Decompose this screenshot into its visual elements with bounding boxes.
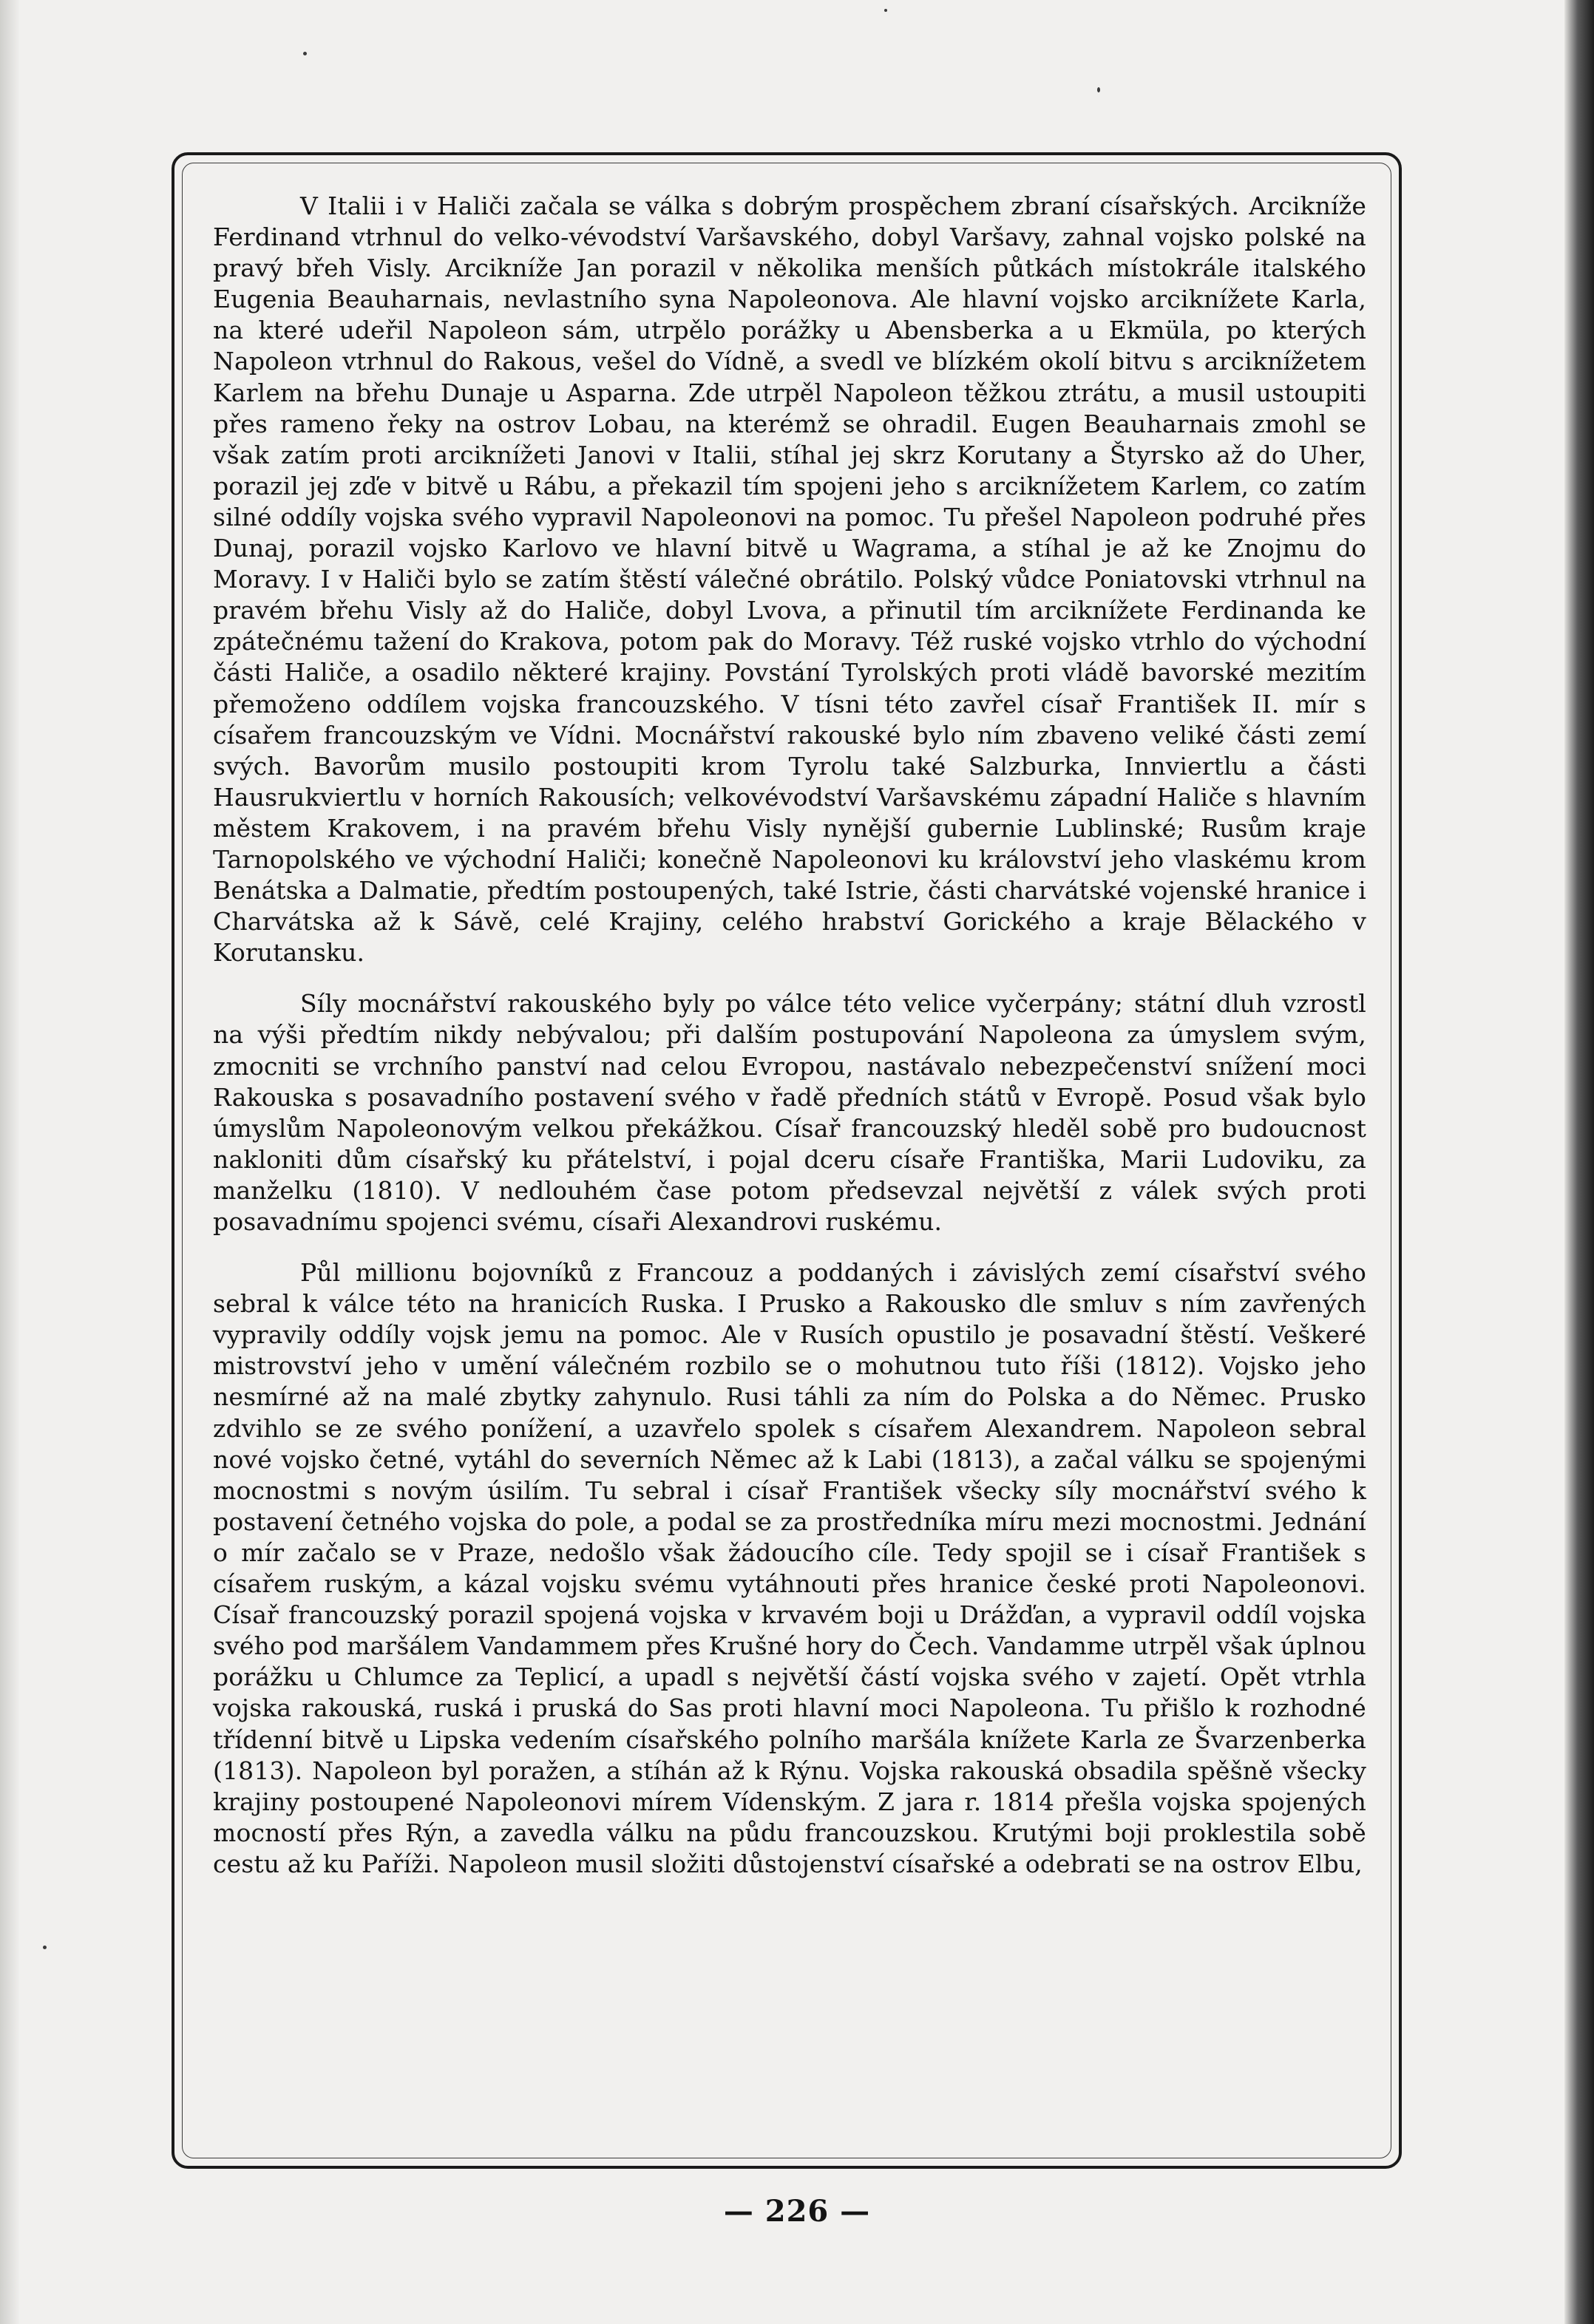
paragraph-2: Síly mocnářství rakouského byly po válce této velice vyčerpány; státní dluh vzrostl na výši předtím nikdy nebývalou; při dalším postupování Napoleona za úmyslem svým, zmocniti se vrchního panství nad celou Evropou, nastávalo nebezpečenství snížení moci Rakouska s posavadního postavení svého v řadě předních států v Evropě. Posud však bylo úmyslům Napoleonovým velkou překážkou. Císař francouzský hleděl sobě pro budoucnost nakloniti dům císařský ku přátelství, i pojal dceru císaře Františka, Marii Ludoviku, za manželku (1810). V nedlouhém čase potom předsevzal největší z válek svých proti posavadnímu spojenci svému, císaři Alexandrovi ruskému. xyxy=(213,989,1366,1236)
page-number: — 226 — xyxy=(723,2194,871,2229)
scan-left-margin xyxy=(0,0,19,2324)
scan-speck xyxy=(1097,87,1100,92)
scan-speck xyxy=(303,52,307,55)
scan-speck xyxy=(884,9,887,12)
scan-speck xyxy=(43,1946,47,1949)
paragraph-3: Půl millionu bojovníků z Francouz a poddaných i závislých zemí císařství svého sebral k válce této na hranicích Ruska. I Prusko a Rakousko dle smluv s ním zavřených vypravily oddíly vojsk jemu na pomoc. Ale v Rusích opustilo je posavadní štěstí. Veškeré mistrovství jeho v umění válečném rozbilo se o mohutnou tuto říši (1812). Vojsko jeho nesmírné až na malé zbytky zahynulo. Rusi táhli za ním do Polska a do Němec. Prusko zdvihlo se ze svého ponížení, a uzavřelo spolek s císařem Alexandrem. Napoleon sebral nové vojsko četné, vytáhl do severních Němec až k Labi (1813), a začal válku se spojenými mocnostmi s novým úsilím. Tu sebral i císař František všecky síly mocnářství svého k postavení četného vojska do pole, a podal se za prostředníka míru mezi mocnostmi. Jednání o mír začalo se v Praze, nedošlo však žádoucího cíle. Tedy spojil se i císař František s císařem ruským, a kázal vojsku svému vytáhnouti přes hranice české proti Napoleonovi. Císař francouzský porazil spojená vojska v krvavém boji u Drážďan, a vypravil oddíl vojska svého pod maršálem Vandammem přes Krušné hory do Čech. Vandamme utrpěl však úplnou porážku u Chlumce za Teplicí, a upadl s největší částí vojska svého v zajetí. Opět vtrhla vojska rakouská, ruská i pruská do Sas proti hlavní moci Napoleona. Tu přišlo k rozhodné třídenní bitvě u Lipska vedením císařského polního maršála knížete Karla ze Švarzenberka (1813). Napoleon byl poražen, a stíhán až k Rýnu. Vojska rakouská obsadila spěšně všecky krajiny postoupené Napoleonovi mírem Vídenským. Z jara r. 1814 přešla vojska spojených mocností přes Rýn, a zavedla válku na půdu francouzskou. Krutými boji proklestila sobě cestu až ku Paříži. Napoleon musil složiti důstojenství císařské a odebrati se na ostrov Elbu, xyxy=(213,1258,1366,1878)
scan-binding-shadow xyxy=(1564,0,1594,2324)
text-body xyxy=(213,191,1366,1880)
paragraph-1: V Italii i v Haliči začala se válka s dobrým prospěchem zbraní císařských. Arcikníže Ferdinand vtrhnul do velko-vévodství Varšavského, dobyl Varšavy, zahnal vojsko polské na pravý břeh Visly. Arcikníže Jan porazil v několika menších půtkách místokrále italského Eugenia Beauharnais, nevlastního syna Napoleonova. Ale hlavní vojsko arciknížete Karla, na které udeřil Napoleon sám, utrpělo porážky u Abensberka a u Ekmüla, po kterých Napoleon vtrhnul do Rakous, vešel do Vídně, a svedl ve blízkém okolí bitvu s arciknížetem Karlem na břehu Dunaje u Asparna. Zde utrpěl Napoleon těžkou ztrátu, a musil ustoupiti přes rameno řeky na ostrov Lobau, na kterémž se ohradil. Eugen Beauharnais zmohl se však zatím proti arciknížeti Janovi v Italii, stíhal jej skrz Korutany a Štyrsko až do Uher, porazil jej zďe v bitvě u Rábu, a překazil tím spojeni jeho s arciknížetem Karlem, co zatím silné oddíly vojska svého vypravil Napoleonovi na pomoc. Tu přešel Napoleon podruhé přes Dunaj, porazil vojsko Karlovo ve hlavní bitvě u Wagrama, a stíhal je až ke Znojmu do Moravy. I v Haliči bylo se zatím štěstí válečné obrátilo. Polský vůdce Poniatovski vtrhnul na pravém břehu Visly až do Haliče, dobyl Lvova, a přinutil tím arciknížete Ferdinanda ke zpátečnému tažení do Krakova, potom pak do Moravy. Též ruské vojsko vtrhlo do východní části Haliče, a osadilo některé krajiny. Povstání Tyrolských proti vládě bavorské mezitím přemoženo oddílem vojska francouzského. V tísni této zavřel císař František II. mír s císařem francouzským ve Vídni. Mocnářství rakouské bylo ním zbaveno veliké části zemí svých. Bavorům musilo postoupiti krom Tyrolu také Salzburka, Innviertlu a části Hausrukviertlu v horních Rakousích; velkovévodství Varšavskému západní Haliče s hlavním městem Krakovem, i na pravém břehu Visly nynější gubernie Lublinské; Rusům kraje Tarnopolského ve východní Haliči; konečně Napoleonovi ku království jeho vlaskému krom Benátska a Dalmatie, předtím postoupených, také Istrie, části charvátské vojenské hranice i Charvátska až k Sávě, celé Krajiny, celého hrabství Gorického a kraje Bělackého v Korutansku. xyxy=(213,191,1366,968)
